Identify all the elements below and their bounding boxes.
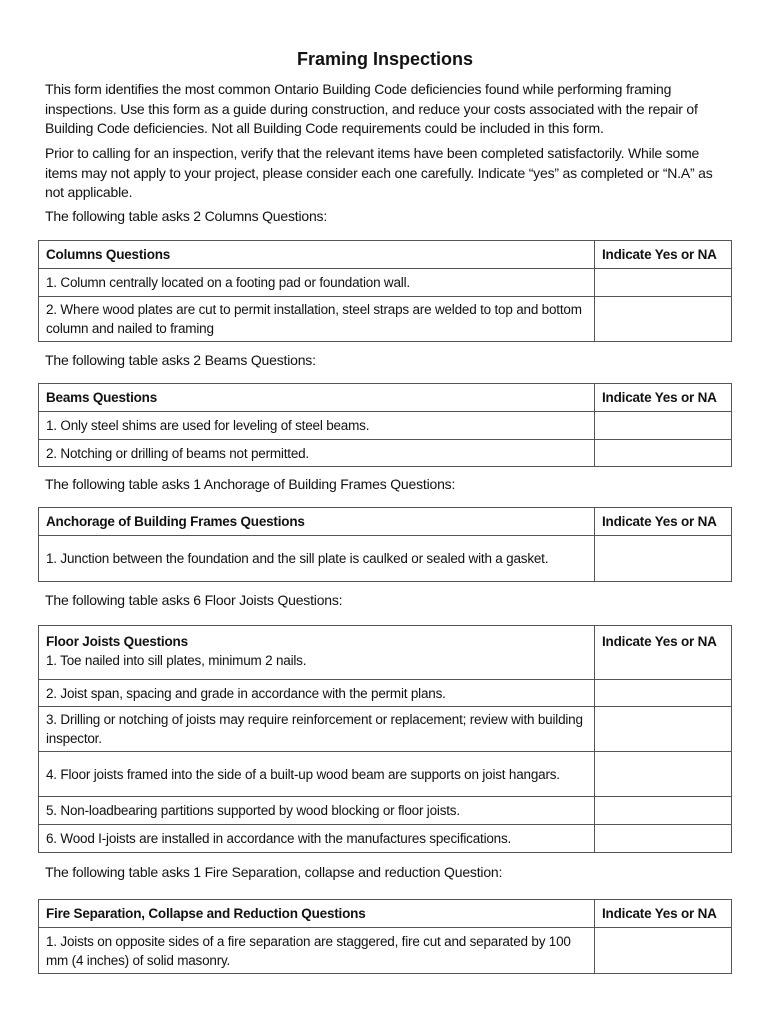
- answer-header: Indicate Yes or NA: [602, 634, 717, 649]
- question-text: 1. Junction between the foundation and the sill plate is caulked or sealed with a gasket.: [39, 536, 595, 582]
- answer-header: Indicate Yes or NA: [595, 384, 732, 412]
- fire-separation-table: [38, 899, 732, 974]
- answer-cell[interactable]: [595, 297, 732, 342]
- answer-cell[interactable]: [595, 440, 732, 467]
- anchorage-table: [38, 507, 732, 582]
- table-row: [39, 928, 732, 974]
- table-row: [39, 626, 732, 680]
- answer-cell[interactable]: [595, 825, 732, 853]
- answer-cell[interactable]: [595, 626, 732, 680]
- question-text: 1. Only steel shims are used for leveling of steel beams.: [39, 412, 595, 440]
- page-title: Framing Inspections: [296, 49, 474, 69]
- table-row: [39, 680, 732, 707]
- table-header-row: [39, 241, 732, 269]
- table-row: [39, 536, 732, 582]
- beams-header: Beams Questions: [39, 384, 595, 412]
- floor-joists-lead: The following table asks 6 Floor Joists Questions:: [45, 592, 343, 608]
- table-row: [39, 412, 732, 440]
- question-cell: [39, 626, 595, 680]
- question-text: 4. Floor joists framed into the side of a built-up wood beam are supports on joist hangars.: [39, 752, 595, 797]
- answer-cell[interactable]: [595, 707, 732, 752]
- answer-cell[interactable]: [595, 536, 732, 582]
- answer-cell[interactable]: [595, 680, 732, 707]
- beams-table: [38, 383, 732, 467]
- answer-cell[interactable]: [595, 269, 732, 297]
- answer-header: Indicate Yes or NA: [595, 900, 732, 928]
- table-header-row: [39, 384, 732, 412]
- table-row: [39, 269, 732, 297]
- fire-separation-header: Fire Separation, Collapse and Reduction Questions: [39, 900, 595, 928]
- table-row: [39, 797, 732, 825]
- intro-paragraph: This form identifies the most common Ontario Building Code deficiencies found while performing framing inspections. Use this form as a guide during construction, and reduce your costs associated with the repair of Building Code deficiencies. Not all Building Code requirements could be included in this form.: [45, 81, 698, 136]
- question-text: 5. Non-loadbearing partitions supported by wood blocking or floor joists.: [39, 797, 595, 825]
- answer-header: Indicate Yes or NA: [595, 241, 732, 269]
- anchorage-lead: The following table asks 1 Anchorage of Building Frames Questions:: [45, 476, 456, 492]
- question-text: 2. Notching or drilling of beams not permitted.: [39, 440, 595, 467]
- answer-header: Indicate Yes or NA: [595, 508, 732, 536]
- fire-separation-lead: The following table asks 1 Fire Separation, collapse and reduction Question:: [45, 864, 503, 880]
- table-row: [39, 707, 732, 752]
- columns-lead: The following table asks 2 Columns Questions:: [45, 208, 328, 224]
- answer-cell[interactable]: [595, 752, 732, 797]
- columns-table: [38, 240, 732, 342]
- question-text: 2. Joist span, spacing and grade in accordance with the permit plans.: [39, 680, 595, 707]
- answer-cell[interactable]: [595, 797, 732, 825]
- anchorage-header: Anchorage of Building Frames Questions: [39, 508, 595, 536]
- table-header-row: [39, 508, 732, 536]
- question-text: 6. Wood I-joists are installed in accordance with the manufactures specifications.: [39, 825, 595, 853]
- question-text: 1. Column centrally located on a footing pad or foundation wall.: [39, 269, 595, 297]
- question-text: 3. Drilling or notching of joists may require reinforcement or replacement; review with building inspector.: [39, 707, 595, 752]
- question-text: 1. Joists on opposite sides of a fire separation are staggered, fire cut and separated by 100 mm (4 inches) of solid masonry.: [39, 928, 595, 974]
- answer-cell[interactable]: [595, 412, 732, 440]
- floor-joists-table: [38, 625, 732, 853]
- beams-lead: The following table asks 2 Beams Questions:: [45, 352, 316, 368]
- question-text: 2. Where wood plates are cut to permit installation, steel straps are welded to top and bottom column and nailed to framing: [39, 297, 595, 342]
- floor-joists-header: Floor Joists Questions: [46, 634, 188, 649]
- columns-header: Columns Questions: [39, 241, 595, 269]
- table-header-row: [39, 900, 732, 928]
- question-text: 1. Toe nailed into sill plates, minimum 2 nails.: [46, 653, 307, 668]
- table-row: [39, 440, 732, 467]
- instructions-paragraph: Prior to calling for an inspection, verify that the relevant items have been completed satisfactorily. While some items may not apply to your project, please consider each one carefully. Indicate “yes” as completed or “N.A” as not applicable.: [45, 145, 713, 200]
- answer-cell[interactable]: [595, 928, 732, 974]
- table-row: [39, 297, 732, 342]
- table-row: [39, 752, 732, 797]
- table-row: [39, 825, 732, 853]
